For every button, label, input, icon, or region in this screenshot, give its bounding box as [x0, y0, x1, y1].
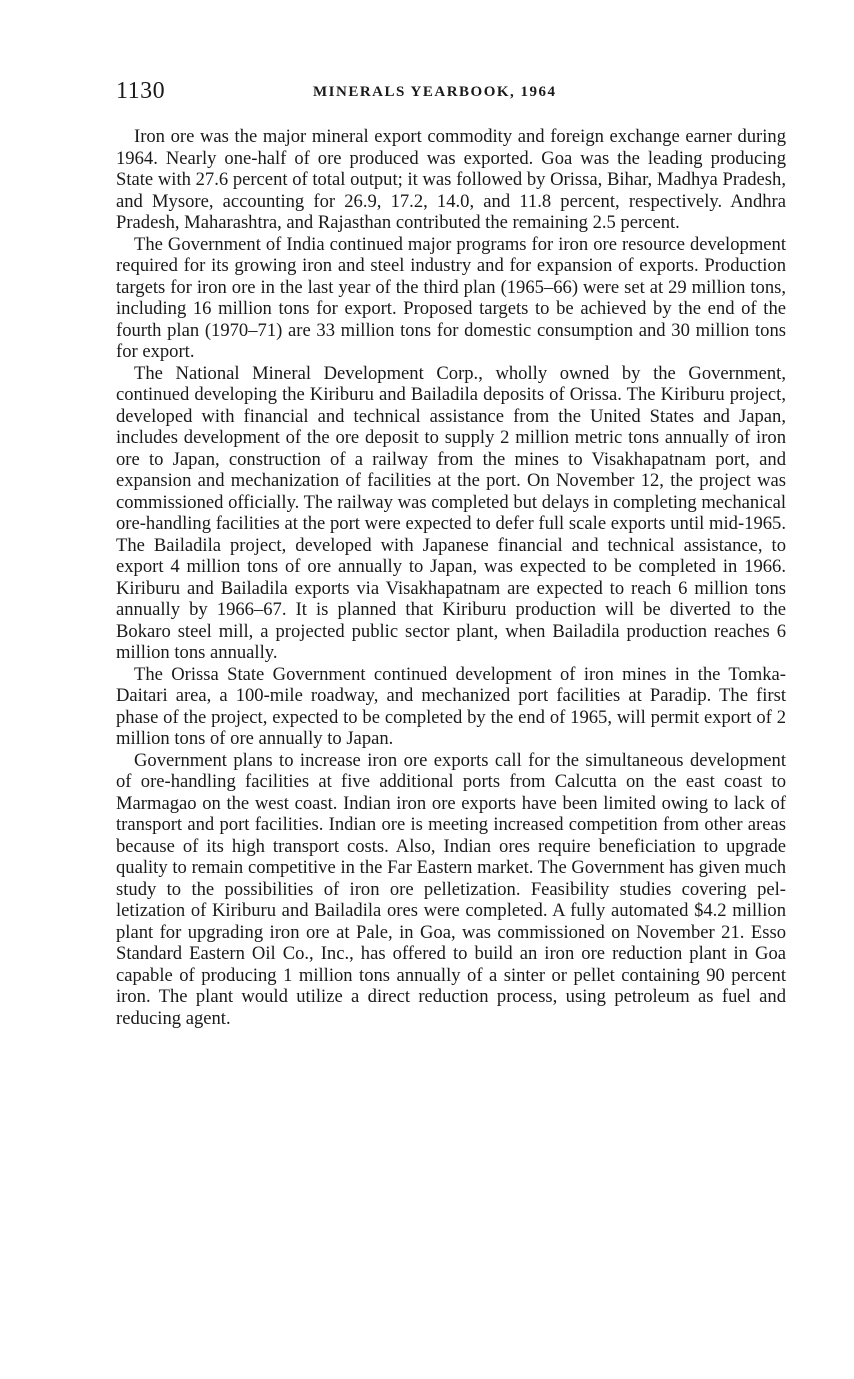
paragraph-national-mineral-development: The National Mineral Development Corp., wholly owned by the Government, continued developing the Kiriburu and Bailadila deposits of Orissa. The Kiriburu project, developed with financial and technical assistance from the United States and Japan, includes development of the ore deposit to supply 2 million metric tons annually of iron ore to Japan, construction of a railway from the mines to Visakhapatnam port, and expansion and mechanization of facilities at the port. On November 12, the project was commissioned officially. The railway was completed but delays in completing mechanical ore-handling facilities at the port were expected to defer full scale exports until mid-1965. The Bailadila project, developed with Japanese financial and technical assistance, to export 4 million tons of ore annually to Japan, was expected to be completed in 1966. Kiriburu and Bailadila exports via Visakhapatnam are expected to reach 6 million tons annually by 1966–67. It is planned that Kiriburu production will be diverted to the Bokaro steel mill, a projected public sector plant, when Bailadila production reaches 6 million tons annually.	[116, 362, 786, 663]
page-number: 1130	[116, 78, 166, 104]
paragraph-iron-ore-exports: Iron ore was the major mineral export commodity and foreign exchange earner during 1964. Nearly one-half of ore produced was exported. Goa was the leading producing State with 27.6 percent of total output; it was followed by Orissa, Bihar, Madhya Pradesh, and Mysore, accounting for 26.9, 17.2, 14.0, and 11.8 percent, respectively. Andhra Pradesh, Maharashtra, and Rajasthan contributed the remaining 2.5 percent.	[116, 126, 786, 233]
running-title: MINERALS YEARBOOK, 1964	[313, 84, 557, 100]
paragraph-government-programs: The Government of India continued major programs for iron ore resource development required for its growing iron and steel industry and for expansion of exports. Production targets for iron ore in the last year of the third plan (1965–66) were set at 29 million tons, including 16 million tons for export. Proposed targets to be achieved by the end of the fourth plan (1970–71) are 33 million tons for domestic consumption and 30 million tons for export.	[116, 233, 786, 362]
paragraph-export-plans: Government plans to increase iron ore exports call for the simultaneous development of ore-handling facilities at five additional ports from Calcutta on the east coast to Marmagao on the west coast. Indian iron ore exports have been limited owing to lack of transport and port facilities. Indian ore is meeting increased competition from other areas because of its high transport costs. Also, Indian ores require beneficiation to upgrade quality to remain competitive in the Far Eastern market. The Government has given much study to the possibilities of iron ore pelletization. Feasibility studies covering pelletization of Kiriburu and Bailadila ores were completed. A fully automated $4.2 million plant for upgrading iron ore at Pale, in Goa, was commissioned on November 21. Esso Standard Eastern Oil Co., Inc., has offered to build an iron ore reduction plant in Goa capable of producing 1 million tons annually of a sinter or pellet containing 90 percent iron. The plant would utilize a direct reduction process, using petroleum as fuel and reducing agent.	[116, 749, 786, 1029]
running-head	[116, 78, 786, 106]
body-text	[116, 126, 786, 1029]
paragraph-orissa-development: The Orissa State Government continued development of iron mines in the Tomka-Daitari area, a 100-mile roadway, and mechanized port facilities at Paradip. The first phase of the project, expected to be completed by the end of 1965, will permit export of 2 million tons of ore annually to Japan.	[116, 663, 786, 749]
document-page	[116, 78, 786, 1029]
